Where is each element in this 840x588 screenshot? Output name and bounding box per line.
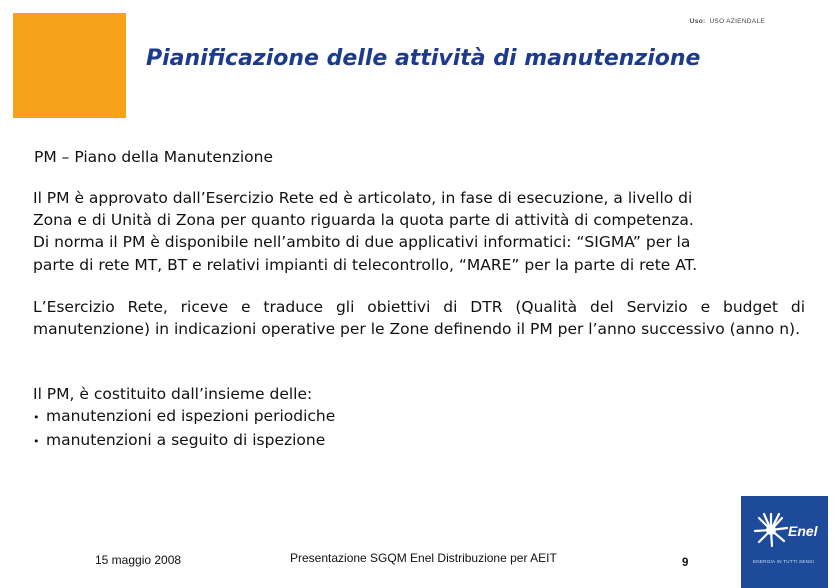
bullet-icon: • — [33, 435, 40, 449]
logo-wordmark: Enel — [788, 523, 818, 539]
page-number: 9 — [682, 557, 689, 569]
footer-presentation-title: Presentazione SGQM Enel Distribuzione per AEIT — [290, 551, 557, 565]
bullet-icon: • — [33, 411, 40, 425]
usage-classification — [690, 18, 765, 25]
section-heading: PM – Piano della Manutenzione — [34, 148, 274, 166]
usage-value: USO AZIENDALE — [709, 18, 765, 25]
slide-title: Pianificazione delle attività di manutenzione — [146, 46, 701, 71]
composition-intro: Il PM, è costituito dall’insieme delle: — [33, 385, 313, 403]
orange-decorative-block — [13, 13, 126, 118]
paragraph-line: parte di rete MT, BT e relativi impianti di telecontrollo, “MARE” per la parte di rete AT. — [33, 255, 698, 274]
paragraph-objectives: L’Esercizio Rete, riceve e traduce gli obiettivi di DTR (Qualità del Servizio e budget di manutenzione) in indicazioni operative per le Zone definendo il PM per l’anno successivo (anno n). — [33, 298, 805, 339]
enel-logo — [741, 496, 828, 588]
sun-icon — [751, 510, 791, 550]
list-item-text: manutenzioni a seguito di ispezione — [46, 431, 326, 450]
footer-date: 15 maggio 2008 — [95, 553, 182, 567]
paragraph-line: Di norma il PM è disponibile nell’ambito di due applicativi informatici: “SIGMA” per la — [33, 233, 691, 252]
paragraph-line: Il PM è approvato dall’Esercizio Rete ed è articolato, in fase di esecuzione, a livello di — [33, 189, 693, 207]
list-item — [33, 405, 805, 429]
usage-label: Uso: — [689, 18, 706, 25]
paragraph-composition — [33, 383, 805, 454]
paragraph-approval — [33, 187, 805, 276]
logo-tagline: ENERGIA IN TUTTI SENSI — [753, 559, 815, 564]
list-item-text: manutenzioni ed ispezioni periodiche — [46, 407, 336, 426]
bullet-list — [33, 405, 805, 453]
paragraph-line: Zona e di Unità di Zona per quanto riguarda la quota parte di attività di competenza. — [33, 211, 694, 230]
list-item — [33, 429, 805, 453]
